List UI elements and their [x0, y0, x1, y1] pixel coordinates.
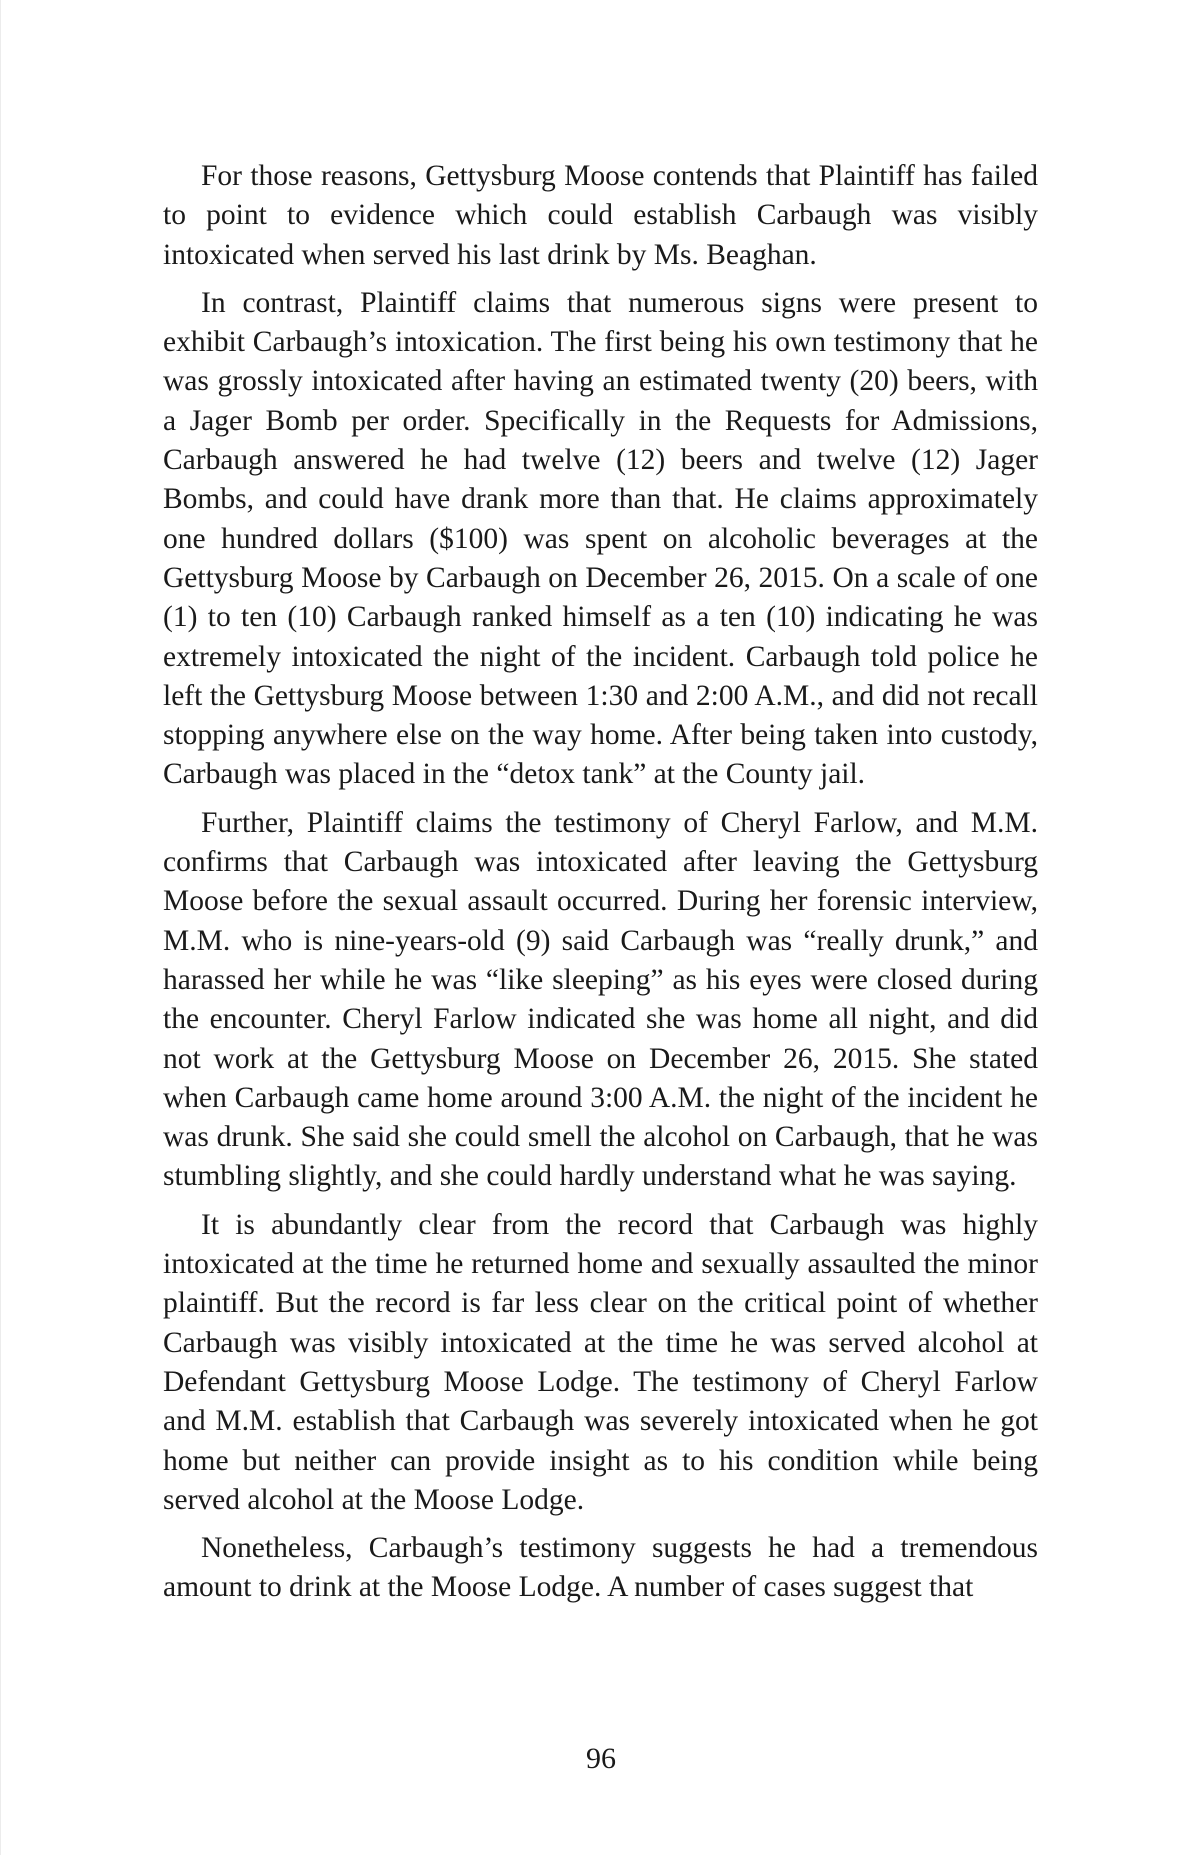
- page-number: 96: [586, 1742, 616, 1775]
- paragraph-3: Further, Plaintiff claims the testimony of Cheryl Farlow, and M.M. confirms that Carbaugh was intoxicated after leaving the Gettysburg Moose before the sexual assault occurred. During her forensic interview, M.M. who is nine-years-old (9) said Carbaugh was “really drunk,” and harassed her while he was “like sleeping” as his eyes were closed during the encounter. Cheryl Farlow indicated she was home all night, and did not work at the Gettysburg Moose on December 26, 2015. She stated when Carbaugh came home around 3:00 A.M. the night of the incident he was drunk. She said she could smell the alcohol on Carbaugh, that he was stumbling slightly, and she could hardly understand what he was saying.: [163, 806, 1038, 1193]
- paragraph-1: For those reasons, Gettysburg Moose contends that Plaintiff has failed to point to evidence which could establish Carbaugh was visibly intoxicated when served his last drink by Ms. Beaghan.: [163, 160, 1038, 271]
- paragraph-5: Nonetheless, Carbaugh’s testimony suggests he had a tremendous amount to drink at the Moose Lodge. A number of cases suggest that: [163, 1532, 1038, 1604]
- paragraph-4: It is abundantly clear from the record that Carbaugh was highly intoxicated at the time he returned home and sexually assaulted the minor plaintiff. But the record is far less clear on the critical point of whether Carbaugh was visibly intoxicated at the time he was served alcohol at Defendant Gettysburg Moose Lodge. The testimony of Cheryl Farlow and M.M. establish that Carbaugh was severely intoxicated when he got home but neither can provide insight as to his condition while being served alcohol at the Moose Lodge.: [163, 1208, 1038, 1516]
- body-text: [163, 157, 1038, 1617]
- paragraph-2: In contrast, Plaintiff claims that numerous signs were present to exhibit Carbaugh’s intoxication. The first being his own testimony that he was grossly intoxicated after having an estimated twenty (20) beers, with a Jager Bomb per order. Specifically in the Requests for Admissions, Carbaugh answered he had twelve (12) beers and twelve (12) Jager Bombs, and could have drank more than that. He claims approximately one hundred dollars ($100) was spent on alcoholic beverages at the Gettysburg Moose by Carbaugh on December 26, 2015. On a scale of one (1) to ten (10) Carbaugh ranked himself as a ten (10) indicating he was extremely intoxicated the night of the incident. Carbaugh told police he left the Gettysburg Moose between 1:30 and 2:00 A.M., and did not recall stopping anywhere else on the way home. After being taken into custody, Carbaugh was placed in the “detox tank” at the County jail.: [163, 286, 1038, 791]
